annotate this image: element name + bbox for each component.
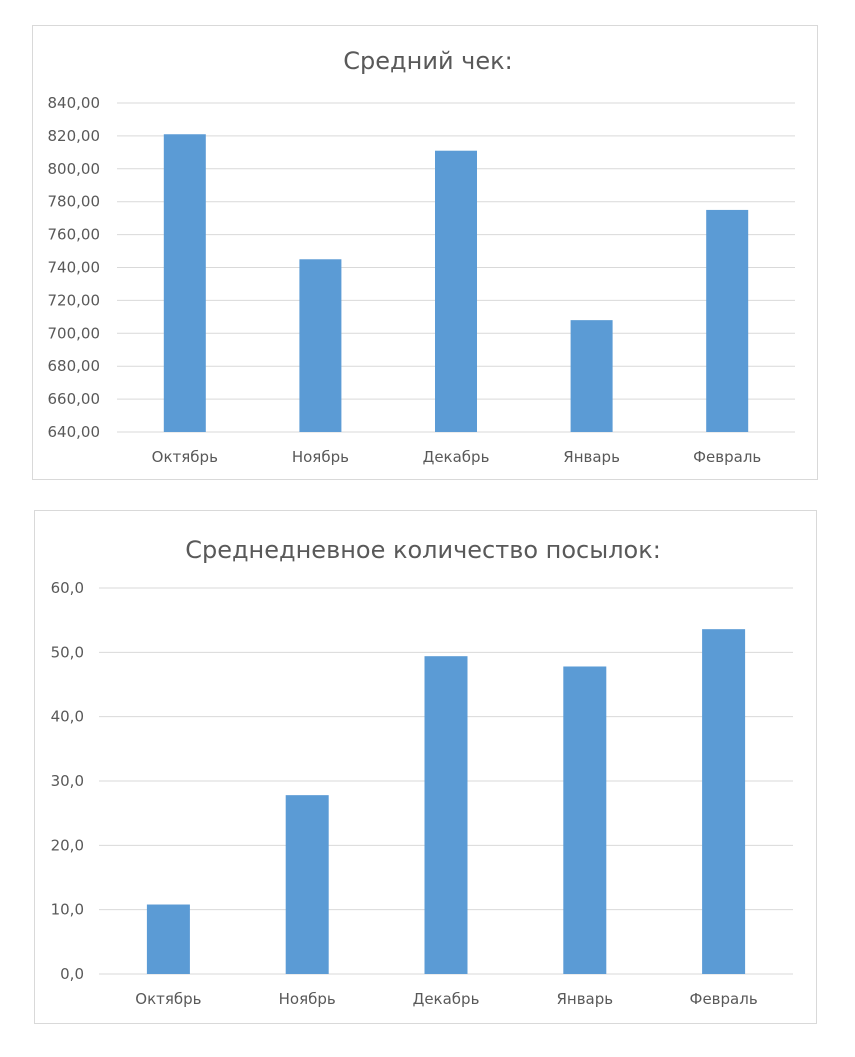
y-tick-label: 680,00 [47, 357, 100, 376]
bar-1 [147, 905, 190, 974]
y-tick-label: 40,0 [50, 707, 84, 726]
x-tick-label: Октябрь [151, 448, 218, 466]
chart-daily-parcels-canvas [35, 511, 818, 1025]
bar-3 [435, 151, 477, 432]
x-tick-label: Ноябрь [291, 448, 349, 466]
bar-3 [425, 656, 468, 974]
y-tick-label: 840,00 [47, 94, 100, 112]
y-axis-tick-labels [51, 579, 84, 983]
y-tick-label: 640,00 [47, 423, 100, 441]
y-tick-label: 800,00 [47, 159, 100, 178]
y-tick-label: 10,0 [50, 900, 84, 919]
chart-title: Средний чек: [343, 47, 513, 75]
x-axis-tick-labels [135, 990, 757, 1008]
bar-4 [563, 666, 606, 974]
y-axis-tick-labels [48, 94, 101, 441]
x-axis-tick-labels [152, 448, 762, 466]
y-tick-label: 0,0 [60, 965, 84, 983]
y-tick-label: 720,00 [47, 291, 100, 310]
x-tick-label: Декабрь [422, 448, 490, 466]
y-tick-label: 780,00 [47, 192, 100, 211]
chart-average-check [32, 25, 818, 480]
y-tick-label: 30,0 [50, 772, 84, 790]
bar-5 [702, 629, 745, 974]
y-tick-label: 760,00 [47, 225, 100, 244]
x-tick-label: Ноябрь [278, 990, 336, 1008]
bar-1 [164, 134, 206, 432]
x-tick-label: Февраль [693, 448, 762, 466]
x-tick-label: Февраль [689, 990, 758, 1008]
chart-daily-parcels [34, 510, 817, 1024]
y-tick-label: 50,0 [50, 643, 84, 662]
y-tick-label: 820,00 [47, 126, 100, 145]
chart-average-check-canvas [33, 26, 819, 481]
bar-4 [571, 320, 613, 432]
x-tick-label: Декабрь [412, 990, 480, 1008]
x-tick-label: Январь [563, 448, 620, 466]
y-tick-label: 60,0 [50, 579, 84, 597]
y-tick-label: 20,0 [50, 836, 84, 855]
bar-2 [299, 259, 341, 432]
bars [147, 629, 745, 974]
bar-5 [706, 210, 748, 432]
chart-title: Среднедневное количество посылок: [185, 536, 661, 564]
bars [164, 134, 748, 432]
y-tick-label: 740,00 [47, 258, 100, 277]
y-tick-label: 700,00 [47, 324, 100, 343]
x-tick-label: Январь [556, 990, 614, 1008]
bar-2 [286, 795, 329, 974]
x-tick-label: Октябрь [135, 990, 202, 1008]
y-tick-label: 660,00 [47, 390, 100, 409]
